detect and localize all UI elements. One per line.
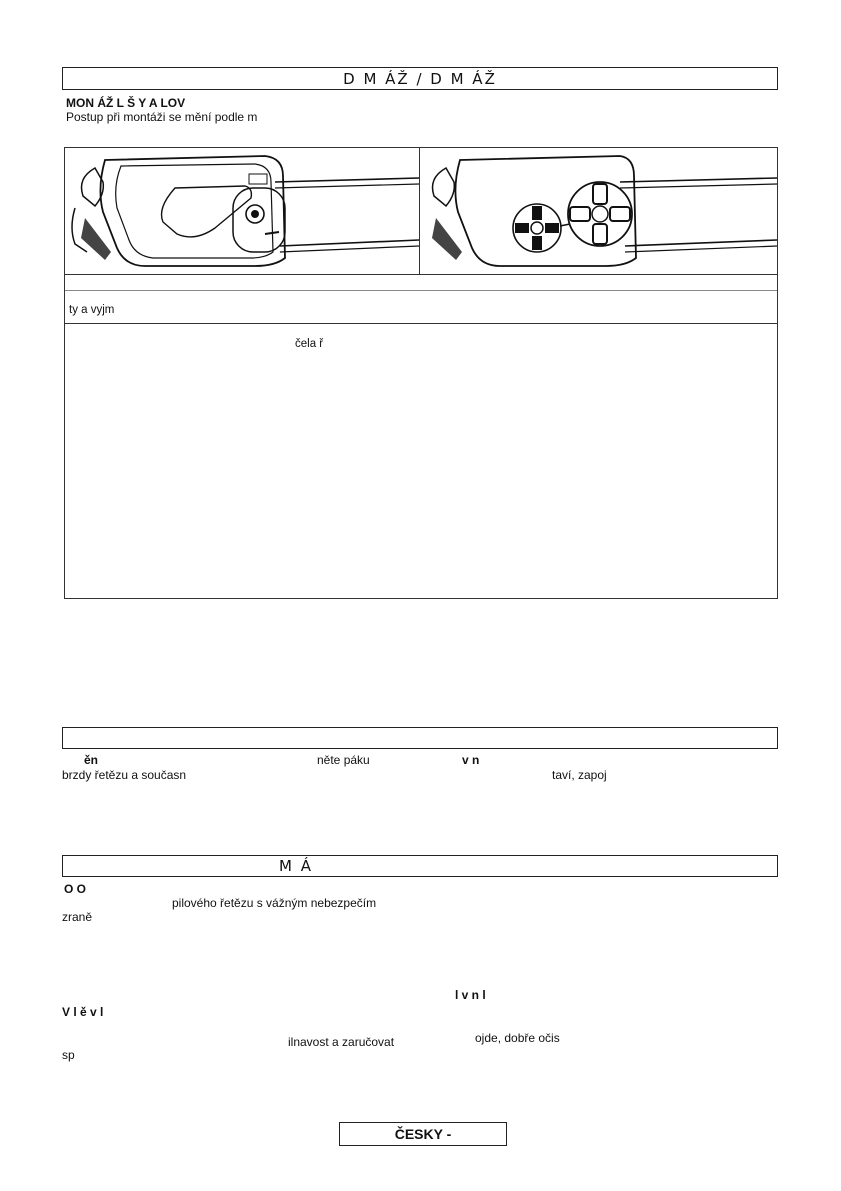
maintenance-bold-left: V l ě v l — [62, 1005, 104, 1019]
maintenance-bold-right: l v n l — [455, 988, 486, 1002]
maintenance-line-d: sp — [62, 1048, 75, 1062]
section-header-maintenance-title: M Á — [279, 857, 313, 875]
maintenance-line-c-mid: ilnavost a zaručovat — [288, 1035, 395, 1049]
brake-text-line2-left: brzdy řetězu a současn — [62, 768, 187, 782]
intro-text: Postup při montáži se mění podle m — [66, 110, 258, 124]
section-header-assembly — [62, 67, 778, 90]
maintenance-line-a: pilového řetězu s vážným nebezpečím — [172, 896, 377, 910]
brake-text-bold-a: ěn — [84, 753, 99, 767]
section-header-chain-brake — [62, 727, 778, 749]
section-header-title: D M ÁŽ / D M ÁŽ — [343, 70, 497, 88]
brake-text-line2-right: taví, zapoj — [552, 768, 607, 782]
section-header-maintenance — [62, 855, 778, 877]
page-footer-box — [339, 1122, 507, 1146]
figure-caption-text: ty a vyjm — [69, 304, 115, 316]
figure-divider-h2 — [65, 290, 777, 291]
figure-image-right — [420, 148, 777, 274]
maintenance-line-c-right: ojde, dobře očis — [475, 1031, 560, 1045]
figure-divider-h3 — [65, 323, 777, 324]
figure-frame — [64, 147, 778, 599]
page-footer-label: ČESKY - — [394, 1126, 452, 1142]
maintenance-bold-line: O O — [64, 882, 87, 896]
figure-divider-h1 — [65, 274, 777, 275]
brake-text-mid: něte páku — [317, 753, 370, 767]
figure-image-left — [65, 148, 419, 274]
subheading: MON ÁŽ L Š Y A LOV — [66, 96, 186, 110]
brake-text-bold-b: v n — [462, 753, 480, 767]
maintenance-line-b: zraně — [62, 910, 93, 924]
figure-body-text: čela ř — [295, 338, 324, 350]
